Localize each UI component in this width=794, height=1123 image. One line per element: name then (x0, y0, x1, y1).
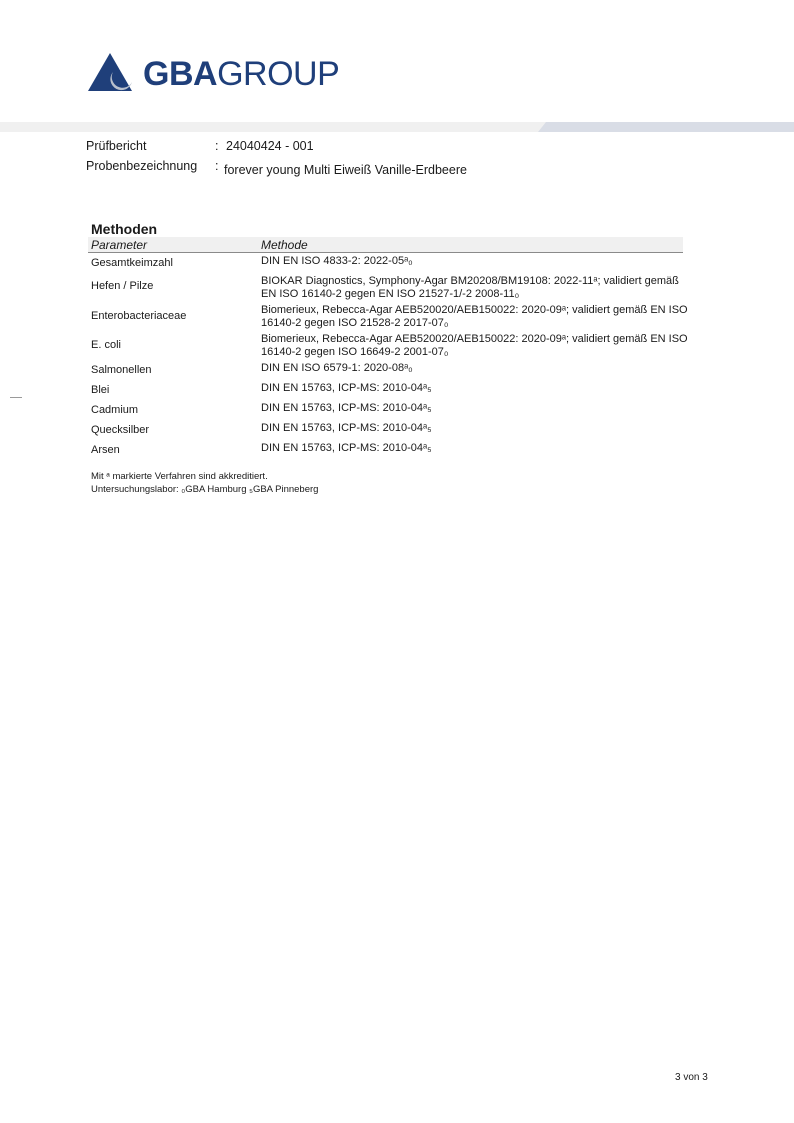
parameter-cell: Quecksilber (91, 424, 150, 436)
header-band-accent (538, 122, 794, 132)
method-cell: Biomerieux, Rebecca-Agar AEB520020/AEB150022: 2020-09ᵃ; validiert gemäß EN ISO 16140-2 gegen ISO 16649-2 2001-07₀ (261, 333, 688, 358)
method-cell: DIN EN 15763, ICP-MS: 2010-04ᵃ₅ (261, 422, 432, 434)
column-header-method: Methode (261, 238, 308, 252)
parameter-cell: Hefen / Pilze (91, 280, 154, 292)
parameter-cell: Blei (91, 384, 110, 396)
method-cell: DIN EN 15763, ICP-MS: 2010-04ᵃ₅ (261, 382, 432, 394)
column-header-parameter: Parameter (91, 238, 148, 252)
parameter-cell: Salmonellen (91, 364, 152, 376)
gba-triangle-icon (88, 52, 140, 94)
report-number-colon: : (215, 139, 219, 153)
accreditation-note: Mit ᵃ markierte Verfahren sind akkreditiert. (91, 471, 268, 482)
laboratory-note: Untersuchungslabor: ₀GBA Hamburg ₅GBA Pinneberg (91, 484, 319, 495)
method-cell: Biomerieux, Rebecca-Agar AEB520020/AEB150022: 2020-09ᵃ; validiert gemäß EN ISO 16140-2 gegen ISO 21528-2 2017-07₀ (261, 304, 688, 329)
method-cell: BIOKAR Diagnostics, Symphony-Agar BM20208/BM19108: 2022-11ᵃ; validiert gemäß EN ISO 16140-2 gegen EN ISO 21527-1/-2 2008-11₀ (261, 275, 679, 300)
page-number: 3 von 3 (675, 1072, 708, 1083)
methods-table-header (88, 237, 683, 253)
methods-title: Methoden (91, 221, 158, 237)
report-number-label: Prüfbericht (86, 139, 147, 153)
parameter-cell: Cadmium (91, 404, 139, 416)
company-logo (88, 52, 378, 94)
parameter-cell: E. coli (91, 339, 121, 351)
sample-name-colon: : (215, 159, 219, 173)
logo-wordmark: GBAGROUP (143, 55, 340, 93)
method-cell: DIN EN ISO 4833-2: 2022-05ᵃ₀ (261, 255, 413, 267)
margin-mark (10, 397, 22, 398)
parameter-cell: Enterobacteriaceae (91, 310, 187, 322)
sample-name-label: Probenbezeichnung (86, 159, 198, 173)
method-cell: DIN EN ISO 6579-1: 2020-08ᵃ₀ (261, 362, 413, 374)
header-band (0, 122, 560, 132)
method-cell: DIN EN 15763, ICP-MS: 2010-04ᵃ₅ (261, 402, 432, 414)
report-number-value: 24040424 - 001 (226, 139, 314, 153)
parameter-cell: Arsen (91, 444, 120, 456)
parameter-cell: Gesamtkeimzahl (91, 257, 173, 269)
sample-name-value: forever young Multi Eiweiß Vanille-Erdbeere (224, 163, 467, 177)
method-cell: DIN EN 15763, ICP-MS: 2010-04ᵃ₅ (261, 442, 432, 454)
